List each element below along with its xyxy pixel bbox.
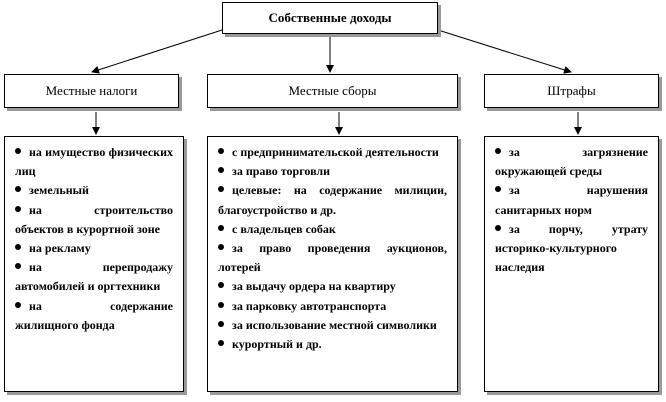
bullet-icon (15, 244, 21, 250)
list-item: на перепродажу автомобилей и оргтехники (15, 260, 173, 294)
bullet-icon (218, 148, 224, 154)
bullet-icon (218, 167, 224, 173)
own-revenues-title: Собственные доходы (268, 10, 392, 25)
list-item: за загрязнение окружающей среды (495, 145, 648, 179)
bullet-icon (15, 263, 21, 269)
local-taxes-list-box (4, 136, 184, 392)
local-taxes-heading: Местные налоги (45, 83, 138, 98)
list-item: за нарушения санитарных норм (495, 183, 648, 217)
list-item: курортный и др. (218, 335, 447, 354)
list-item: на строительство объектов в курортной зоне (15, 202, 173, 236)
list-item: целевые: на содержание милиции, благоустройство и др. (218, 183, 447, 217)
fines-list-box (484, 136, 659, 392)
list-item: за право проведения аукционов, лотерей (218, 241, 447, 275)
bullet-icon (495, 148, 501, 154)
bullet-icon (218, 186, 224, 192)
list-item: за право торговли (218, 162, 447, 181)
arrow-to-fines (438, 30, 571, 72)
local-fees-heading: Местные сборы (288, 83, 377, 98)
local-taxes-list (15, 143, 173, 335)
list-item: на рекламу (15, 239, 173, 258)
list-item: с предпринимательской деятельности (218, 143, 447, 162)
list-item: за порчу, утрату историко-культурного наследия (495, 221, 648, 275)
bullet-icon (218, 340, 224, 346)
list-item: на содержание жилищного фонда (15, 298, 173, 332)
list-item: за выдачу ордера на квартиру (218, 277, 447, 296)
local-taxes-heading-box (4, 74, 179, 108)
bullet-icon (218, 244, 224, 250)
bullet-icon (218, 302, 224, 308)
list-item: земельный (15, 181, 173, 200)
bullet-icon (495, 186, 501, 192)
bullet-icon (15, 302, 21, 308)
fines-heading-box (484, 74, 659, 108)
local-fees-heading-box (207, 74, 458, 108)
own-revenues-box (222, 2, 438, 34)
bullet-icon (218, 225, 224, 231)
list-item: с владельцев собак (218, 220, 447, 239)
local-fees-list-box (207, 136, 458, 392)
arrow-to-local-taxes (92, 30, 222, 72)
bullet-icon (218, 282, 224, 288)
bullet-icon (218, 321, 224, 327)
list-item: за использование местной символики (218, 316, 447, 335)
fines-heading: Штрафы (547, 83, 596, 98)
fines-list (495, 143, 648, 277)
bullet-icon (15, 206, 21, 212)
bullet-icon (15, 186, 21, 192)
local-fees-list (218, 143, 447, 354)
bullet-icon (15, 148, 21, 154)
bullet-icon (495, 225, 501, 231)
list-item: за парковку автотранспорта (218, 297, 447, 316)
list-item: на имущество физических лиц (15, 145, 173, 179)
